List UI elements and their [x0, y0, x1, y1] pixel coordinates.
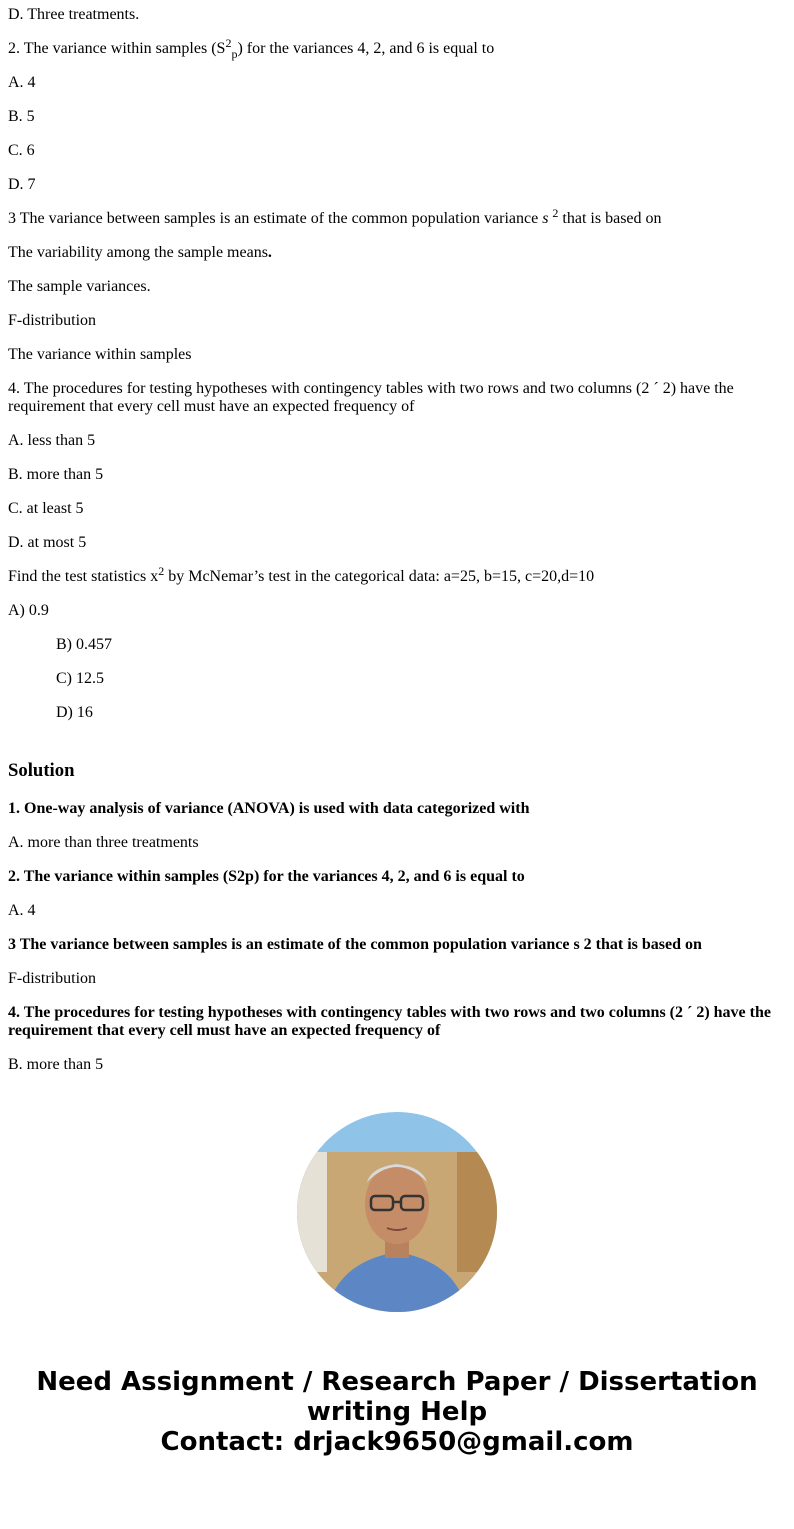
superscript: 2: [158, 564, 165, 578]
solution-question-2: 2. The variance within samples (S2p) for the variances 4, 2, and 6 is equal to: [8, 868, 525, 885]
q2-option-d: D. 7: [8, 176, 36, 193]
q3-option-2: The sample variances.: [8, 278, 151, 295]
question-5-text-start: Find the test statistics x: [8, 568, 159, 585]
q3-option-4: The variance within samples: [8, 346, 192, 363]
q4-option-d: D. at most 5: [8, 534, 87, 551]
question-2-text-start: 2. The variance within samples (S: [8, 40, 226, 57]
author-photo: [297, 1112, 497, 1312]
solution-heading: Solution: [8, 760, 75, 781]
superscript: 2: [225, 36, 232, 50]
q2-option-a: A. 4: [8, 74, 36, 91]
footer-contact-email: Contact: drjack9650@gmail.com: [160, 1427, 634, 1457]
q1-last-option: D. Three treatments.: [8, 6, 140, 23]
solution-question-4: 4. The procedures for testing hypotheses with contingency tables with two rows and two columns (2 ´ 2) have the requirement that every cell must have an expected frequency of: [8, 1004, 771, 1039]
q5-option-b: B) 0.457: [56, 636, 112, 653]
solution-question-3: 3 The variance between samples is an estimate of the common population variance s 2 that is based on: [8, 936, 702, 953]
question-3: [8, 206, 786, 228]
q3-option-3: F-distribution: [8, 312, 97, 329]
q3-option-1: [8, 244, 786, 262]
question-2-text-end: ) for the variances 4, 2, and 6 is equal to: [237, 40, 495, 57]
subscript: p: [231, 47, 238, 61]
q2-option-b: B. 5: [8, 108, 35, 125]
q5-option-c: C) 12.5: [56, 670, 104, 687]
q5-option-a: A) 0.9: [8, 602, 49, 619]
solution-answer-3: F-distribution: [8, 970, 97, 987]
q5-option-d: D) 16: [56, 704, 93, 721]
solution-answer-1: A. more than three treatments: [8, 834, 199, 851]
solution-answer-2: A. 4: [8, 902, 36, 919]
question-5: [8, 564, 786, 586]
contact-footer: [0, 1367, 794, 1457]
q3-option-1-text: The variability among the sample means: [8, 244, 268, 261]
question-5-text-end: by McNemar’s test in the categorical data: a=25, b=15, c=20,d=10: [164, 568, 595, 585]
q4-option-c: C. at least 5: [8, 500, 84, 517]
superscript: 2: [552, 206, 559, 220]
solution-answer-4: B. more than 5: [8, 1056, 104, 1073]
q2-option-c: C. 6: [8, 142, 35, 159]
footer-help-text: Need Assignment / Research Paper / Dissertation writing Help: [36, 1367, 758, 1427]
period: .: [267, 244, 272, 261]
question-2: [8, 36, 786, 61]
q4-option-a: A. less than 5: [8, 432, 96, 449]
question-3-text-end: that is based on: [558, 210, 662, 227]
question-3-text-start: 3 The variance between samples is an estimate of the common population variance: [8, 210, 543, 227]
q4-option-b: B. more than 5: [8, 466, 104, 483]
question-4: 4. The procedures for testing hypotheses with contingency tables with two rows and two columns (2 ´ 2) have the requirement that every cell must have an expected frequency of: [8, 380, 734, 415]
solution-question-1: 1. One-way analysis of variance (ANOVA) is used with data categorized with: [8, 800, 530, 817]
author-photo-container: [0, 1112, 794, 1317]
variable-s: s: [542, 210, 549, 227]
author-portrait-icon: [297, 1112, 497, 1312]
document-body: [0, 6, 794, 1074]
